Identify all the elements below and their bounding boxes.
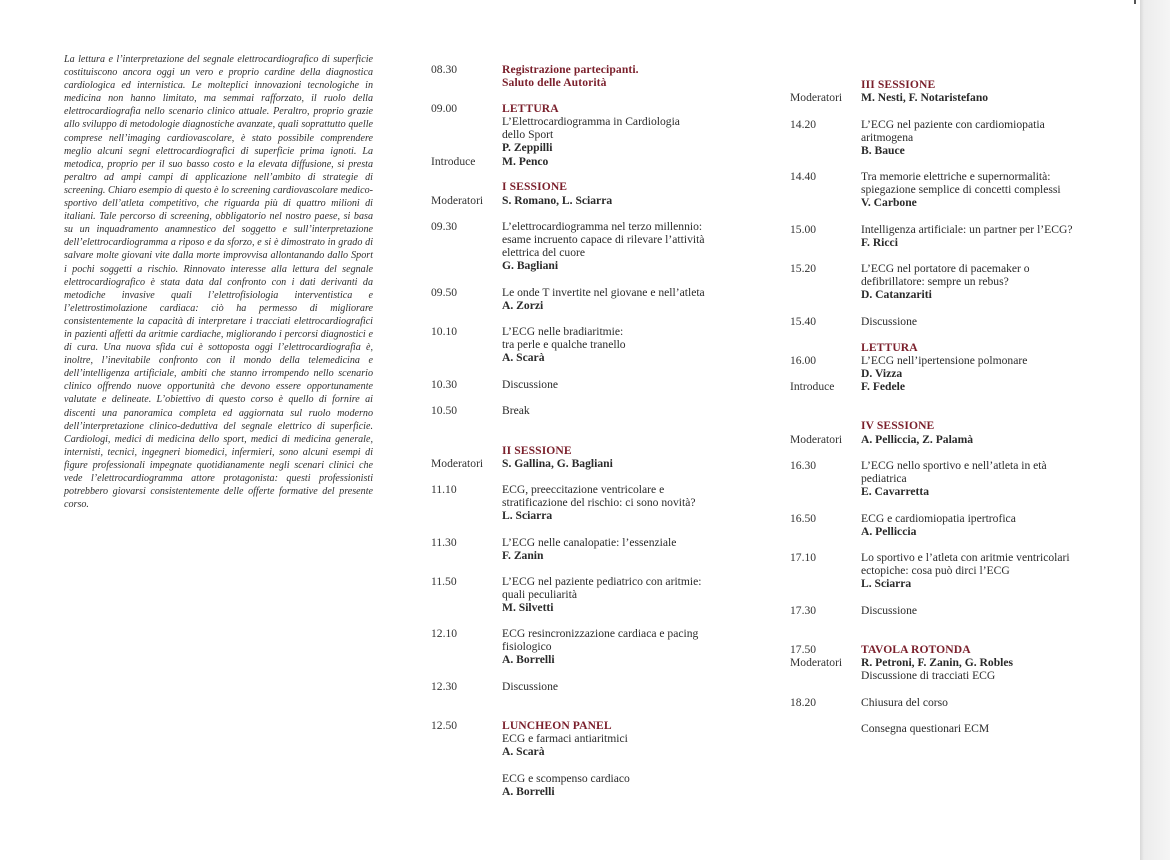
talk-title: L’ECG nel portatore di pacemaker o (861, 262, 1030, 275)
talk-title: ECG resincronizzazione cardiaca e pacing (502, 627, 699, 640)
entry-body (502, 63, 761, 89)
entry-body (861, 433, 1110, 446)
talk-title: ECG e farmaci antiaritmici (502, 732, 628, 745)
entry-body (502, 680, 761, 693)
speaker-name: M. Penco (502, 155, 549, 168)
section-heading: TAVOLA ROTONDA (861, 643, 971, 656)
talk-title: stratificazione del rischio: ci sono novità? (502, 496, 696, 509)
talk-title: L’ECG nello sportivo e nell’atleta in età (861, 459, 1047, 472)
entry-body (861, 722, 1110, 735)
entry-body (861, 551, 1110, 590)
entry-body (861, 419, 1110, 432)
entry-body (502, 483, 761, 522)
entry-body (502, 772, 761, 798)
entry-label: 09.50 (431, 286, 458, 299)
entry-label: Moderatori (790, 656, 843, 669)
talk-title: Tra memorie elettriche e supernormalità: (861, 170, 1051, 183)
entry-label: Introduce (431, 155, 476, 168)
speaker-name: M. Nesti, F. Notaristefano (861, 91, 989, 104)
entry-body (502, 325, 761, 364)
entry-label: 16.00 (790, 354, 817, 367)
entry-body (502, 575, 761, 614)
section-heading: LUNCHEON PANEL (502, 719, 612, 732)
section-heading: LETTURA (861, 341, 918, 354)
speaker-name: L. Sciarra (502, 509, 553, 522)
talk-title: pediatrica (861, 472, 907, 485)
page-corner-mark (1134, 0, 1136, 4)
section-heading: Registrazione partecipanti. (502, 63, 639, 76)
talk-title: ECG, preeccitazione ventricolare e (502, 483, 665, 496)
speaker-name: M. Silvetti (502, 601, 554, 614)
speaker-name: A. Borrelli (502, 653, 555, 666)
entry-body (502, 378, 761, 391)
speaker-name: R. Petroni, F. Zanin, G. Robles (861, 656, 1014, 669)
entry-body (861, 459, 1110, 498)
entry-body (861, 380, 1110, 393)
speaker-name: F. Fedele (861, 380, 906, 393)
speaker-name: F. Zanin (502, 549, 544, 562)
entry-label: 15.20 (790, 262, 817, 275)
entry-body (861, 223, 1110, 249)
entry-label: 14.40 (790, 170, 817, 183)
speaker-name: A. Zorzi (502, 299, 544, 312)
entry-body (861, 512, 1110, 538)
entry-label: 09.00 (431, 102, 458, 115)
talk-title: L’ECG nelle bradiaritmie: (502, 325, 624, 338)
talk-title: L’Elettrocardiogramma in Cardiologia (502, 115, 680, 128)
page-edge (1140, 0, 1170, 860)
entry-label: 17.50 (790, 643, 817, 656)
entry-label: 16.50 (790, 512, 817, 525)
entry-label: 10.50 (431, 404, 458, 417)
entry-label: 09.30 (431, 220, 458, 233)
talk-title: defibrillatore: sempre un rebus? (861, 275, 1009, 288)
talk-title: L’ECG nel paziente con cardiomiopatia (861, 118, 1045, 131)
entry-body (861, 656, 1110, 682)
entry-label: 17.30 (790, 604, 817, 617)
speaker-name: D. Catanzariti (861, 288, 932, 301)
section-heading: III SESSIONE (861, 78, 936, 91)
talk-title: dello Sport (502, 128, 554, 141)
speaker-name: A. Scarà (502, 745, 545, 758)
entry-label: 10.30 (431, 378, 458, 391)
talk-title: fisiologico (502, 640, 552, 653)
entry-body (502, 220, 761, 272)
talk-title: Discussione di tracciati ECG (861, 669, 996, 682)
entry-body (502, 155, 761, 168)
talk-title: aritmogena (861, 131, 914, 144)
speaker-name: A. Pelliccia, Z. Palamà (861, 433, 974, 446)
speaker-name: B. Bauce (861, 144, 905, 157)
speaker-name: A. Borrelli (502, 785, 555, 798)
talk-title: L’ECG nell’ipertensione polmonare (861, 354, 1028, 367)
entry-label: 12.10 (431, 627, 458, 640)
section-heading: I SESSIONE (502, 180, 568, 193)
section-heading: IV SESSIONE (861, 419, 935, 432)
speaker-name: D. Vizza (861, 367, 903, 380)
entry-body (861, 315, 1110, 328)
speaker-name: A. Pelliccia (861, 525, 917, 538)
entry-label: 18.20 (790, 696, 817, 709)
entry-label: 11.50 (431, 575, 457, 588)
talk-title: Discussione (502, 378, 559, 391)
speaker-name: A. Scarà (502, 351, 545, 364)
speaker-name: S. Romano, L. Sciarra (502, 194, 613, 207)
entry-body (861, 262, 1110, 301)
talk-title: L’elettrocardiogramma nel terzo millennio: (502, 220, 703, 233)
entry-label: Moderatori (431, 194, 484, 207)
talk-title: Intelligenza artificiale: un partner per l’ECG? (861, 223, 1073, 236)
entry-label: 11.10 (431, 483, 457, 496)
entry-body (861, 354, 1110, 380)
entry-body (502, 457, 761, 470)
entry-body (861, 170, 1110, 209)
talk-title: Chiusura del corso (861, 696, 948, 709)
entry-label: 15.00 (790, 223, 817, 236)
entry-body (861, 91, 1110, 104)
talk-title: L’ECG nel paziente pediatrico con aritmie: (502, 575, 702, 588)
intro-paragraph: La lettura e l’interpretazione del segnale elettrocardiografico di superficie costituiscono ancora oggi un vero e proprio cardine della diagnostica cardiologica ed internistica. Le molteplici innovazioni tecnologiche in medicina non hanno limitato, ma semmai rafforzato, il ruolo della elettrocardiografia nello scenario clinico attuale. Peraltro, proprio grazie allo sviluppo di metodologie diagnostiche avanzate, quali soprattutto quelle comprese nell’imaging cardiovascolare, è stato possibile comprendere meglio alcuni segni elettrocardiografici di superficie prima ignoti. La metodica, proprio per il suo basso costo e la elevata diffusione, si presta peraltro ad ampi campi di applicazione nell’ambito di strategie di screening. Chiaro esempio di questo è lo screening cardiovascolare medico-sportivo dell’atleta competitivo, che riguarda più di quattro milioni di italiani. Tale percorso di screening, obbligatorio nel nostro paese, si basa su un inquadramento anamnestico del soggetto e sull’interpretazione dell’elettrocardiogramma a riposo e da sforzo, e si è dimostrato in grado di salvare molte giovani vite dalla morte improvvisa allontanando dallo Sport i pochi soggetti a rischio. Rinnovato interesse alla lettura del segnale elettrocardiografico è stata data dal confronto con i dati derivanti da metodiche invasive quali l’elettrofisiologia interventistica e l’elettrostimolazione cardiaca: ciò ha permesso di migliorare consistentemente la capacità di interpretare i tracciati elettrocardiografici in pazienti affetti da aritmie cardiache, migliorando i percorsi diagnostici e di cura. Una nuova sfida cui è sottoposta oggi l’elettrocardiografia è, inoltre, l’inevitabile confronto con il mondo della telemedicina e dell’intelligenza artificiale, ambiti che stanno irrompendo nello scenario clinico offrendo nuove opportunità che devono essere opportunamente valutate e delineate. L’obiettivo di questo corso è quello di fornire ai discenti una panoramica completa ed aggiornata sul ruolo moderno dell’interpretazione clinico-deduttiva del segnale elettrico di superficie. Cardiologi, medici di medicina dello sport, medici di medicina generale, internisti, tecnici, ingegneri biomedici, infermieri, sono alcuni esempi di figure professionali impegnate quotidianamente negli scenari clinici che vede l’elettrocardiogramma attore protagonista: questi professionisti potrebbero giovarsi consistentemente delle offerte formative del presente corso. (64, 54, 373, 511)
entry-label: 15.40 (790, 315, 817, 328)
entry-label: Moderatori (431, 457, 484, 470)
entry-label: 10.10 (431, 325, 458, 338)
section-heading: Saluto delle Autorità (502, 76, 607, 89)
entry-body (861, 696, 1110, 709)
entry-body (502, 444, 761, 457)
entry-body (861, 643, 1110, 656)
entry-label: 17.10 (790, 551, 817, 564)
talk-title: Discussione (861, 604, 918, 617)
entry-label: 12.30 (431, 680, 458, 693)
speaker-name: V. Carbone (861, 196, 917, 209)
entry-label: 14.20 (790, 118, 817, 131)
talk-title: spiegazione semplice di concetti complessi (861, 183, 1061, 196)
speaker-name: E. Cavarretta (861, 485, 930, 498)
entry-body (861, 78, 1110, 91)
entry-body (502, 102, 761, 154)
talk-title: Lo sportivo e l’atleta con aritmie ventricolari (861, 551, 1070, 564)
section-heading: LETTURA (502, 102, 559, 115)
entry-label: Introduce (790, 380, 835, 393)
talk-title: Discussione (861, 315, 918, 328)
entry-body (502, 627, 761, 666)
entry-label: Moderatori (790, 433, 843, 446)
talk-title: quali peculiarità (502, 588, 578, 601)
talk-title: Break (502, 404, 530, 417)
entry-body (861, 341, 1110, 354)
entry-body (861, 604, 1110, 617)
talk-title: Discussione (502, 680, 559, 693)
speaker-name: P. Zeppilli (502, 141, 553, 154)
entry-label: 11.30 (431, 536, 457, 549)
talk-title: ECG e cardiomiopatia ipertrofica (861, 512, 1016, 525)
entry-body (502, 286, 761, 312)
talk-title: Consegna questionari ECM (861, 722, 990, 735)
talk-title: esame incruento capace di rilevare l’attività (502, 233, 705, 246)
entry-label: Moderatori (790, 91, 843, 104)
speaker-name: F. Ricci (861, 236, 898, 249)
speaker-name: L. Sciarra (861, 577, 912, 590)
entry-body (502, 180, 761, 193)
talk-title: Le onde T invertite nel giovane e nell’atleta (502, 286, 705, 299)
entry-label: 16.30 (790, 459, 817, 472)
entry-body (502, 719, 761, 758)
entry-body (502, 404, 761, 417)
talk-title: L’ECG nelle canalopatie: l’essenziale (502, 536, 677, 549)
entry-body (861, 118, 1110, 157)
entry-body (502, 194, 761, 207)
speaker-name: G. Bagliani (502, 259, 559, 272)
entry-label: 12.50 (431, 719, 458, 732)
entry-label: 08.30 (431, 63, 458, 76)
speaker-name: S. Gallina, G. Bagliani (502, 457, 613, 470)
intro-text (64, 53, 373, 511)
talk-title: ECG e scompenso cardiaco (502, 772, 630, 785)
entry-body (502, 536, 761, 562)
section-heading: II SESSIONE (502, 444, 572, 457)
talk-title: elettrica del cuore (502, 246, 586, 259)
talk-title: ectopiche: cosa può dirci l’ECG (861, 564, 1010, 577)
talk-title: tra perle e qualche tranello (502, 338, 626, 351)
